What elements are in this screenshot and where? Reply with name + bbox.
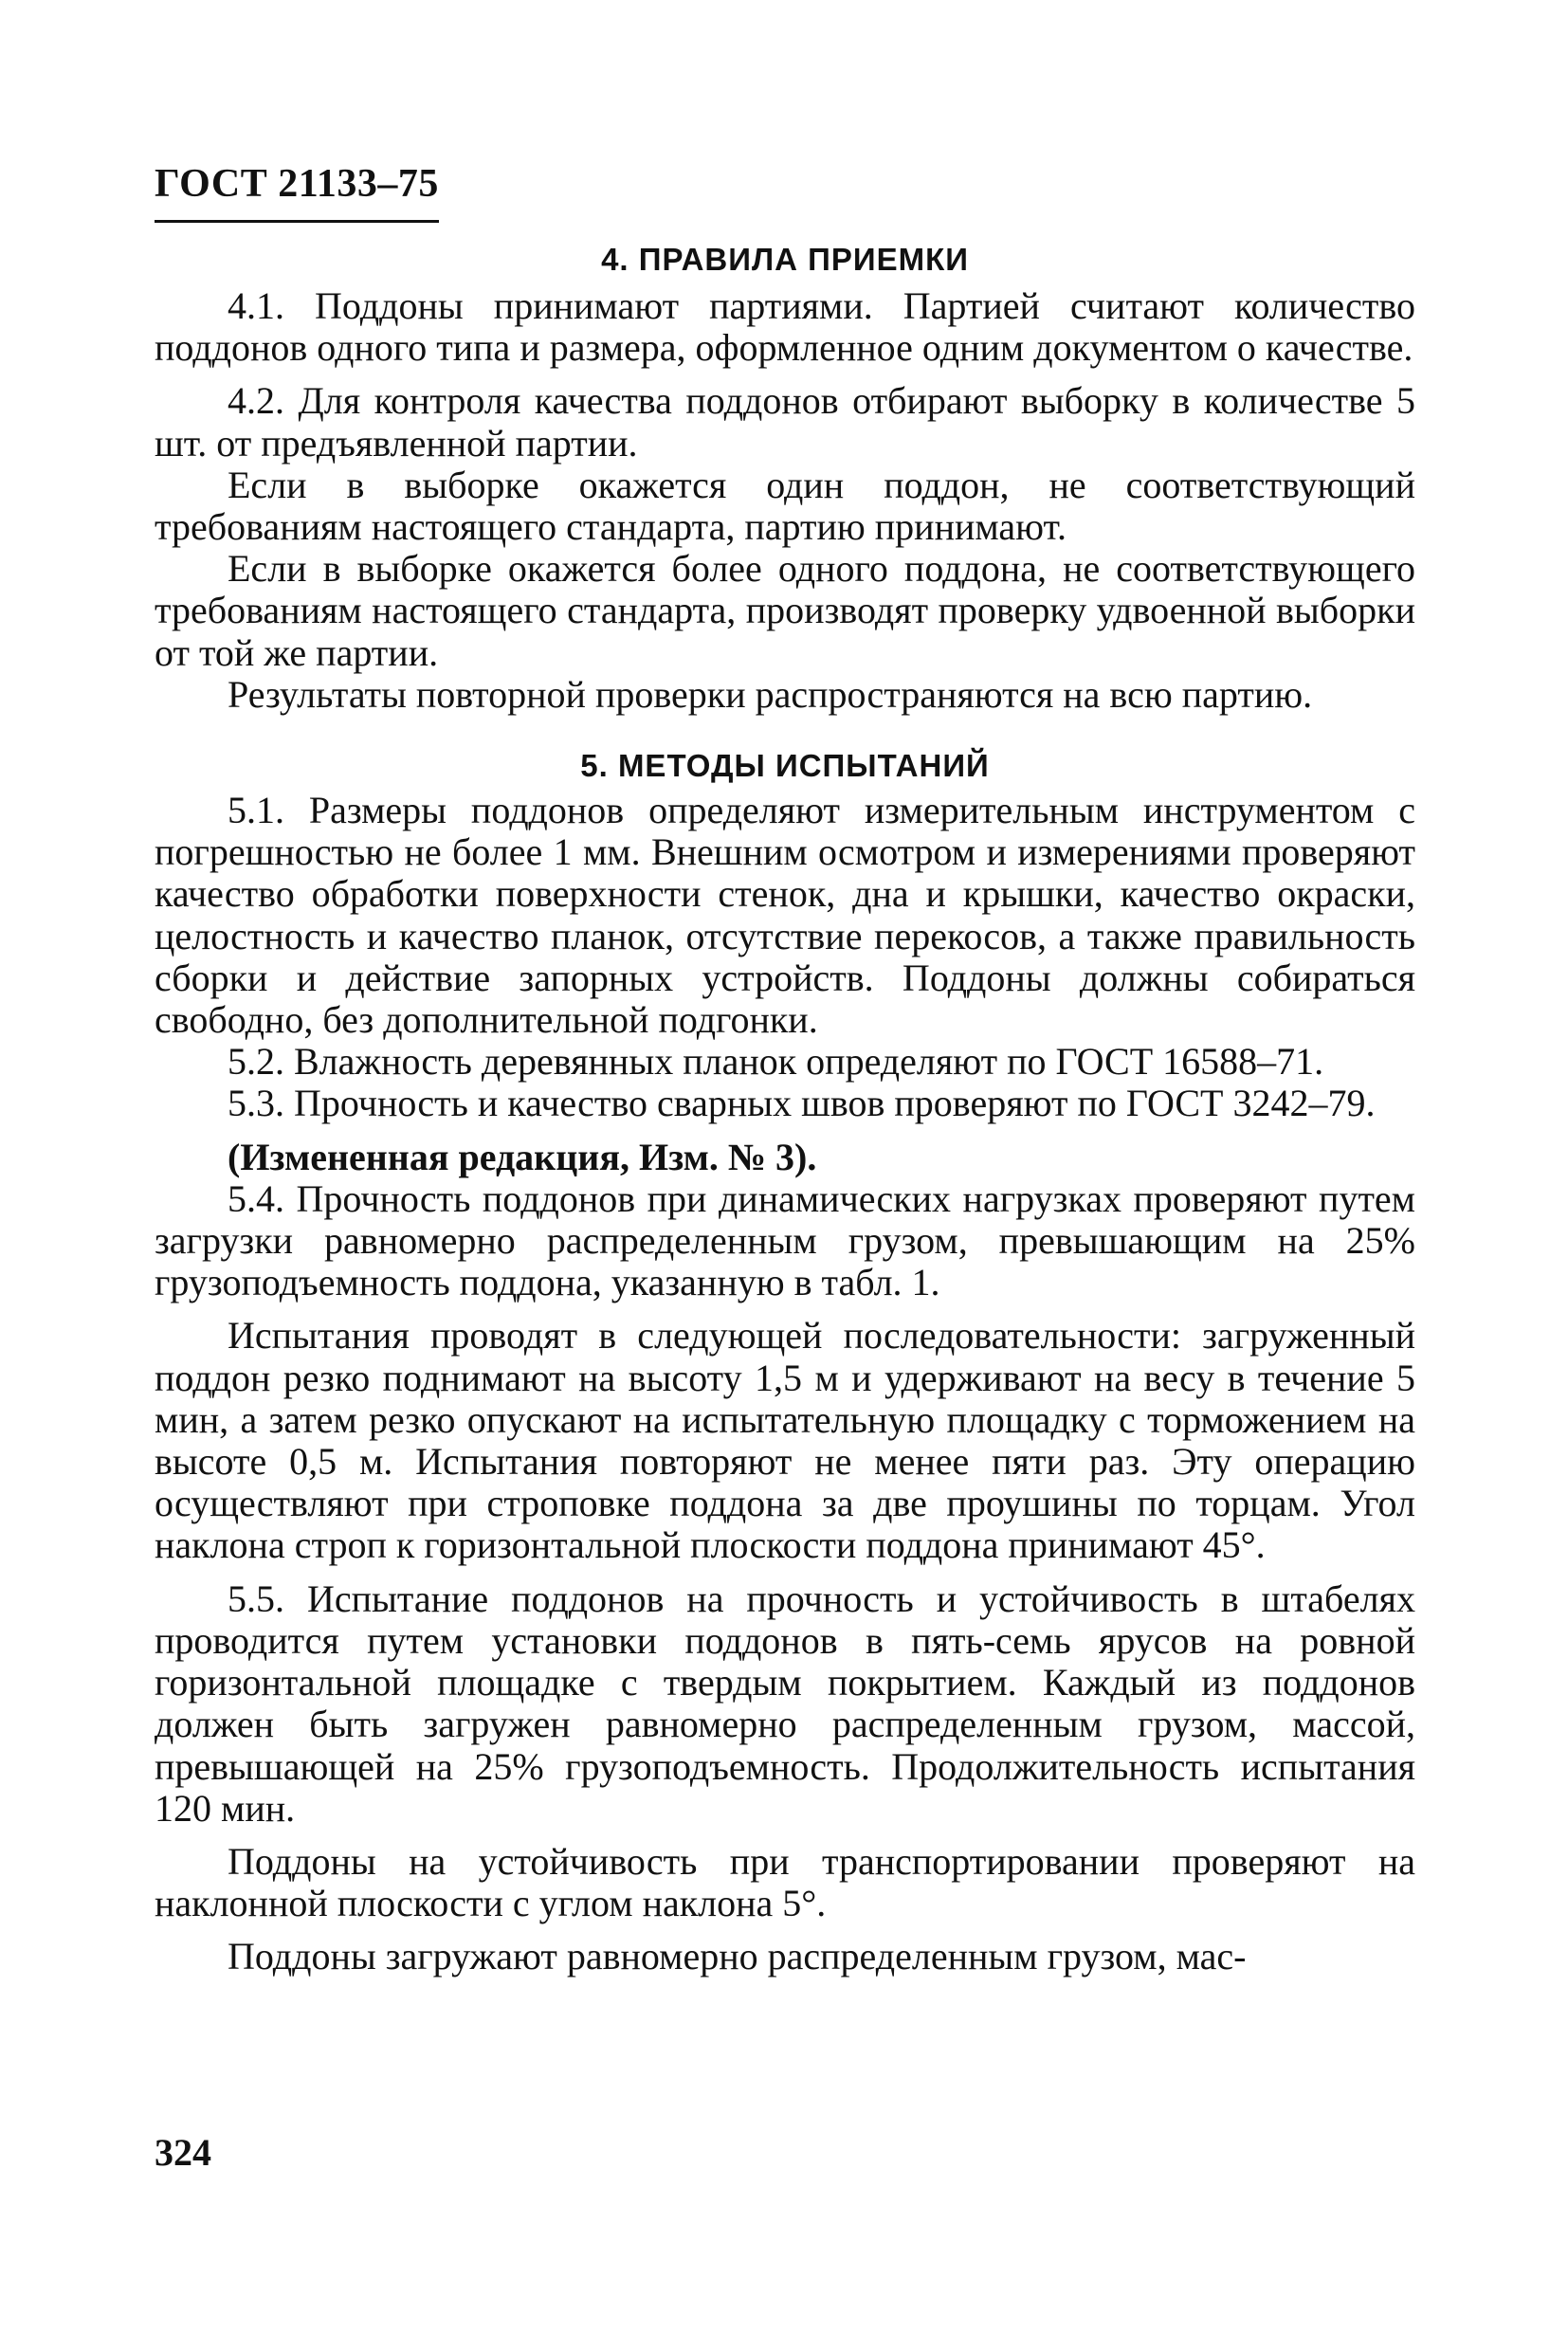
paragraph: Результаты повторной проверки распространяются на всю партию.	[228, 672, 1313, 716]
paragraph-5-2: 5.2. Влажность деревянных планок определяют по ГОСТ 16588–71.	[228, 1040, 1324, 1084]
page-number: 324	[155, 2131, 211, 2174]
paragraph-5-5: 5.5. Испытание поддонов на прочность и устойчивость в штабелях проводится путем установки поддонов в пять-семь ярусов на ровной горизонтальной площадке с твердым покрытием. Каждый из поддонов должен быть загружен равномерно распределенным грузом, массой, превышающей на 25% грузоподъемность. Продолжительность испытания 120 мин.	[155, 1576, 1415, 1830]
paragraph: Если в выборке окажется один поддон, не соответствующий требованиям настоящего стандарта, партию принимают.	[155, 463, 1415, 549]
paragraph: Если в выборке окажется более одного поддона, не соответствующего требованиям настоящего стандарта, производят проверку удвоенной выборки от той же партии.	[155, 547, 1415, 674]
paragraph-5-3: 5.3. Прочность и качество сварных швов проверяют по ГОСТ 3242–79.	[228, 1082, 1376, 1125]
amendment-note: (Измененная редакция, Изм. № 3).	[228, 1135, 817, 1178]
paragraph-4-1: 4.1. Поддоны принимают партиями. Партией считают количество поддонов одного типа и размера, оформленное одним документом о качестве.	[155, 284, 1415, 370]
section-acceptance-rules	[155, 242, 1415, 716]
document-header: ГОСТ 21133–75	[155, 161, 439, 223]
paragraph-4-2: 4.2. Для контроля качества поддонов отбирают выборку в количестве 5 шт. от предъявленной партии.	[155, 379, 1415, 465]
section-title: 4. ПРАВИЛА ПРИЕМКИ	[601, 242, 969, 277]
document-page	[155, 161, 1415, 1978]
paragraph: Испытания проводят в следующей последовательности: загруженный поддон резко поднимают на высоту 1,5 м и удерживают на весу в течение 5 мин, а затем резко опускают на испытательную площадку с торможением на высоте 0,5 м. Испытания повторяют не менее пяти раз. Эту операцию осуществляют при строповке поддона за две проушины по торцам. Угол наклона строп к горизонтальной плоскости поддона принимают 45°.	[155, 1314, 1415, 1567]
section-title: 5. МЕТОДЫ ИСПЫТАНИЙ	[580, 748, 990, 784]
paragraph-5-1: 5.1. Размеры поддонов определяют измерительным инструментом с погрешностью не более 1 мм. Внешним осмотром и измерениями проверяют качество обработки поверхности стенок, дна и крышки, качество окраски, целостность и качество планок, отсутствие перекосов, а также правильность сборки и действие запорных устройств. Поддоны должны собираться свободно, без дополнительной подгонки.	[155, 789, 1415, 1042]
section-test-methods	[155, 748, 1415, 1977]
paragraph: Поддоны загружают равномерно распределенным грузом, мас-	[228, 1935, 1247, 1978]
paragraph-5-4: 5.4. Прочность поддонов при динамических нагрузках проверяют путем загрузки равномерно распределенным грузом, превышающим на 25% грузоподъемность поддона, указанную в табл. 1.	[155, 1176, 1415, 1304]
paragraph: Поддоны на устойчивость при транспортировании проверяют на наклонной плоскости с углом наклона 5°.	[155, 1839, 1415, 1925]
